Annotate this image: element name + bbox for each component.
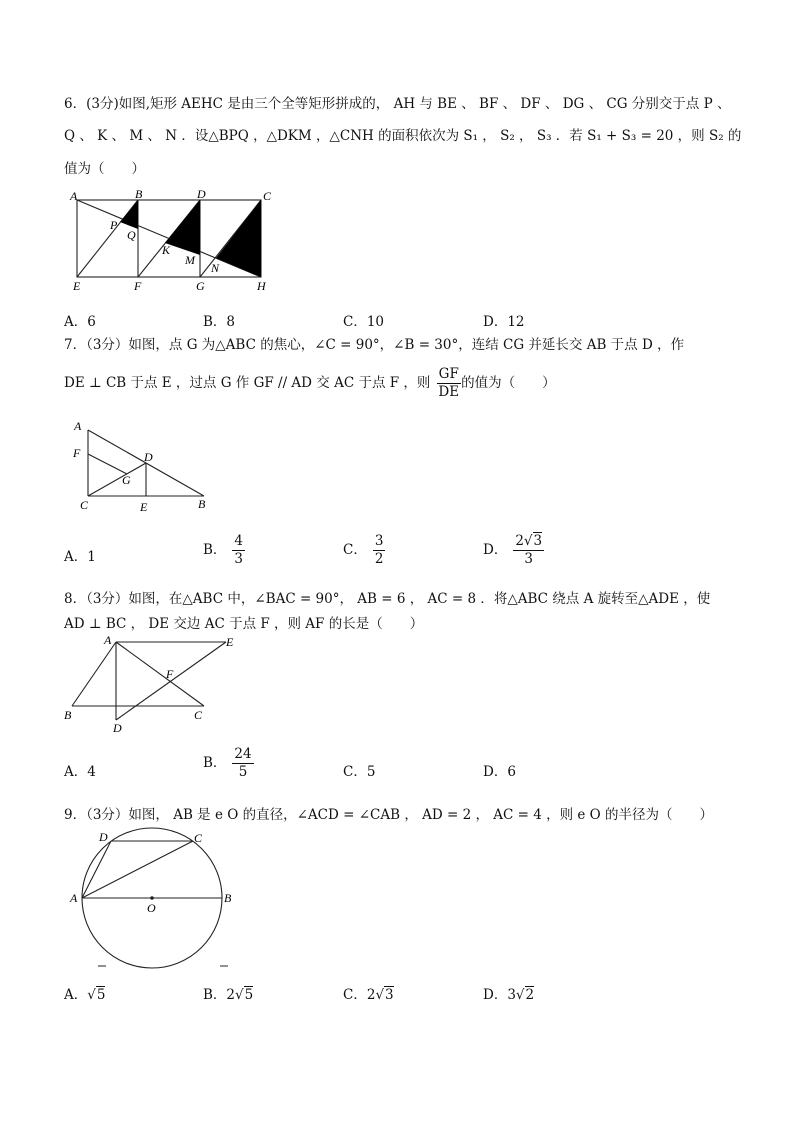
q6-label-p: P [110, 218, 118, 232]
q7-label-e: E [140, 500, 148, 514]
q6-stem-line2: Q 、 K 、 M 、 N ．设△BPQ ，△DKM ，△CNH 的面积依次为 S₁ ， S₂ ， S₃ ．若 S₁ + S₃ = 20 ，则 S₂ 的 [64, 128, 742, 144]
q6-label-d: D [197, 188, 206, 201]
q9-option-c[interactable]: C．2√3 [343, 987, 394, 1003]
q6-label-n: N [211, 261, 220, 275]
q7-label-a: A [74, 419, 82, 433]
q7-fraction-gf-de: $\frac{GF}{DE}$ [438, 366, 460, 400]
q6-stem-line1: 6．(3分)如图,矩形 AEHC 是由三个全等矩形拼成的， AH 与 BE 、 BF 、 DF 、 DG 、 CG 分别交于点 P 、 [64, 96, 731, 112]
q6-label-b: B [135, 188, 143, 201]
q6-label-e: E [73, 279, 81, 293]
q7-figure [64, 416, 224, 516]
q6-triangle-cnh [216, 200, 261, 277]
q7-option-c[interactable]: C． $\frac{3}{2}$ [343, 533, 384, 567]
q8-label-a: A [104, 633, 112, 647]
q9-option-b[interactable]: B．2√5 [203, 987, 254, 1003]
q9-label-a: A [70, 891, 78, 905]
q6-option-a[interactable]: A．6 [64, 314, 96, 330]
q6-figure [64, 188, 284, 293]
q7-option-d[interactable]: D． $\frac{2√3}{3}$ [483, 533, 543, 567]
q7-stem-line2: DE ⊥ CB 于点 E ，过点 G 作 GF // AD 交 AC 于点 F ，则 $\frac{GF}{DE}$ 的值为（ ） [64, 366, 556, 400]
q8-label-b: B [64, 708, 72, 722]
q9-label-o: O [147, 901, 156, 915]
q6-label-g: G [196, 279, 205, 293]
q7-option-a[interactable]: A．1 [64, 549, 96, 565]
q7-label-d: D [144, 450, 153, 464]
q6-label-f: F [134, 279, 142, 293]
q8-figure [60, 632, 240, 736]
q6-label-h: H [257, 279, 266, 293]
q7-label-b: B [198, 497, 206, 511]
q8-label-f: F [166, 667, 174, 681]
q6-triangle-bpq [120, 200, 138, 229]
q8-stem-line1: 8．（3分）如图，在△ABC 中，∠BAC = 90°， AB = 6 ， AC = 8 ．将△ABC 绕点 A 旋转至△ADE ，使 [64, 591, 711, 607]
q8-label-e: E [226, 635, 234, 649]
q8-option-a[interactable]: A．4 [64, 764, 96, 780]
q6-option-d[interactable]: D．12 [483, 314, 525, 330]
q6-option-b[interactable]: B．8 [203, 314, 236, 330]
q9-label-c: C [194, 831, 203, 845]
q9-option-d[interactable]: D．3√2 [483, 987, 535, 1003]
q6-option-c[interactable]: C．10 [343, 314, 385, 330]
q6-label-k: K [162, 243, 171, 257]
q6-label-c: C [263, 189, 272, 203]
q9-label-d: D [99, 830, 108, 844]
q9-option-a[interactable]: A．√5 [64, 987, 106, 1003]
q7-option-b[interactable]: B． $\frac{4}{3}$ [203, 533, 244, 567]
q7-label-g: G [122, 473, 131, 487]
q8-label-c: C [194, 708, 203, 722]
q8-option-b[interactable]: B． $\frac{24}{5}$ [203, 746, 252, 780]
q6-label-q: Q [127, 228, 136, 242]
q7-label-f: F [73, 446, 81, 460]
q6-label-a: A [70, 189, 78, 203]
q8-option-d[interactable]: D．6 [483, 764, 516, 780]
q6-stem-line3: 值为（ ） [64, 161, 145, 177]
q7-stem-line1: 7．（3分）如图，点 G 为△ABC 的焦心，∠C = 90°，∠B = 30°，连结 CG 并延长交 AB 于点 D ，作 [64, 337, 685, 353]
q8-stem-line2: AD ⊥ BC ， DE 交边 AC 于点 F ，则 AF 的长是（ ） [64, 616, 424, 632]
q7-label-c: C [80, 498, 89, 512]
q6-label-m: M [185, 253, 195, 267]
q8-option-c[interactable]: C．5 [343, 764, 376, 780]
q6-triangle-dkm [165, 200, 200, 255]
q9-label-b: B [224, 891, 232, 905]
q9-figure [60, 822, 250, 972]
q9-stem-line1: 9．（3分）如图， AB 是 e O 的直径，∠ACD = ∠CAB ， AD = 2 ， AC = 4 ，则 e O 的半径为（ ） [64, 807, 714, 823]
q8-label-d: D [113, 721, 122, 735]
